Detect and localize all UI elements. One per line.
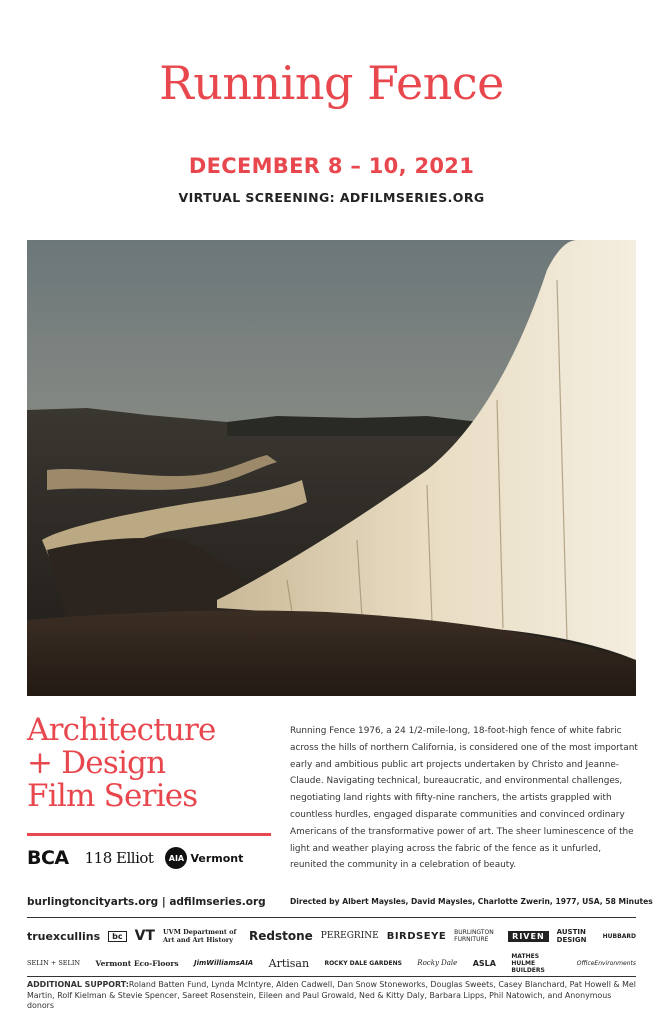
sponsor-logo: truexcullins: [27, 929, 101, 943]
sponsor-divider-top: [27, 917, 636, 918]
sponsor-logo: AUSTIN DESIGN: [556, 928, 587, 944]
sponsor-logo: Vermont Eco-Floors: [95, 958, 179, 968]
sponsor-logo: Redstone: [248, 929, 313, 943]
website-links[interactable]: burlingtoncityarts.org | adfilmseries.org: [27, 896, 266, 908]
sponsor-logo: SELIN + SELIN: [27, 959, 81, 967]
sponsor-logo: ASLA: [472, 958, 496, 968]
elliot-logo: 118 Elliot: [84, 849, 154, 867]
sponsor-logo: JimWilliamsAIA: [193, 959, 254, 967]
sponsor-logo: OfficeEnvironments: [576, 959, 636, 967]
aia-logo-icon: AIA: [165, 847, 187, 869]
sponsor-logo: bc: [108, 931, 126, 942]
sponsor-logo: Artisan: [268, 956, 310, 970]
series-title-line: Film Series: [27, 778, 198, 814]
sponsor-divider-bottom: [27, 976, 636, 977]
additional-support: [27, 980, 639, 1012]
film-description: Running Fence 1976, a 24 1/2-mile-long, 18-foot-high fence of white fabric across the hills of northern California, is considered one of the most important early and ambitious public art projects undertaken by Christo and Jeanne-Claude. Navigating technical, bureaucratic, and environmental challenges, negotiating land rights with fifty-nine ranchers, the artists grappled with countless hurdles, engaged disparate communities and convinced ordinary Americans of the transformative power of art. The sheer luminescence of the light and weather playing across the fabric of the fence as it unfurled, reunited the community in a celebration of beauty.: [290, 726, 638, 871]
bca-logo: BCA: [27, 847, 69, 869]
presenter-logos: [27, 846, 277, 870]
series-title: [27, 714, 277, 813]
film-credits: Directed by Albert Maysles, David Maysles, Charlotte Zwerin, 1977, USA, 58 Minutes: [290, 897, 653, 906]
sponsor-logo: VT: [134, 928, 155, 944]
sponsor-row-2: [27, 950, 636, 976]
support-label: ADDITIONAL SUPPORT:: [27, 980, 129, 989]
aia-vermont-label: Vermont: [190, 851, 244, 865]
virtual-screening-note[interactable]: VIRTUAL SCREENING: ADFILMSERIES.ORG: [178, 190, 485, 205]
sponsor-logo: PEREGRINE: [320, 931, 379, 941]
sponsor-logo: HUBBARD: [602, 932, 636, 940]
series-title-line: Architecture: [27, 712, 216, 748]
sponsor-logo: Rocky Dale: [417, 959, 458, 967]
screening-dates: DECEMBER 8 – 10, 2021: [188, 154, 475, 178]
running-fence-photo: [27, 240, 636, 696]
photo-illustration: [27, 240, 636, 696]
series-title-line: + Design: [27, 745, 166, 781]
series-divider: [27, 833, 271, 836]
sponsor-logo: MATHES HULME BUILDERS: [511, 952, 545, 974]
film-title: Running Fence: [159, 56, 504, 110]
sponsor-logo: UVM Department of Art and Art History: [162, 928, 237, 944]
sponsor-logo: BURLINGTON FURNITURE: [454, 929, 494, 943]
sponsor-row-1: [27, 923, 636, 949]
sponsor-logo: RIVEN: [508, 931, 549, 942]
support-names: Roland Batten Fund, Lynda McIntyre, Alden Cadwell, Dan Snow Stoneworks, Douglas Sweets, Casey Blanchard, Pat Howell & Mel Martin, Rolf Kielman & Stevie Spencer, Sareet Rosenstein, Eileen and Paul Growald, Ned & Kitty Daly, Barbara Lipps, Phil Natowich, and Anonymous donors: [27, 980, 636, 1010]
sponsor-logo: BIRDSEYE: [386, 930, 447, 942]
sponsor-logo: ROCKY DALE GARDENS: [324, 959, 402, 967]
